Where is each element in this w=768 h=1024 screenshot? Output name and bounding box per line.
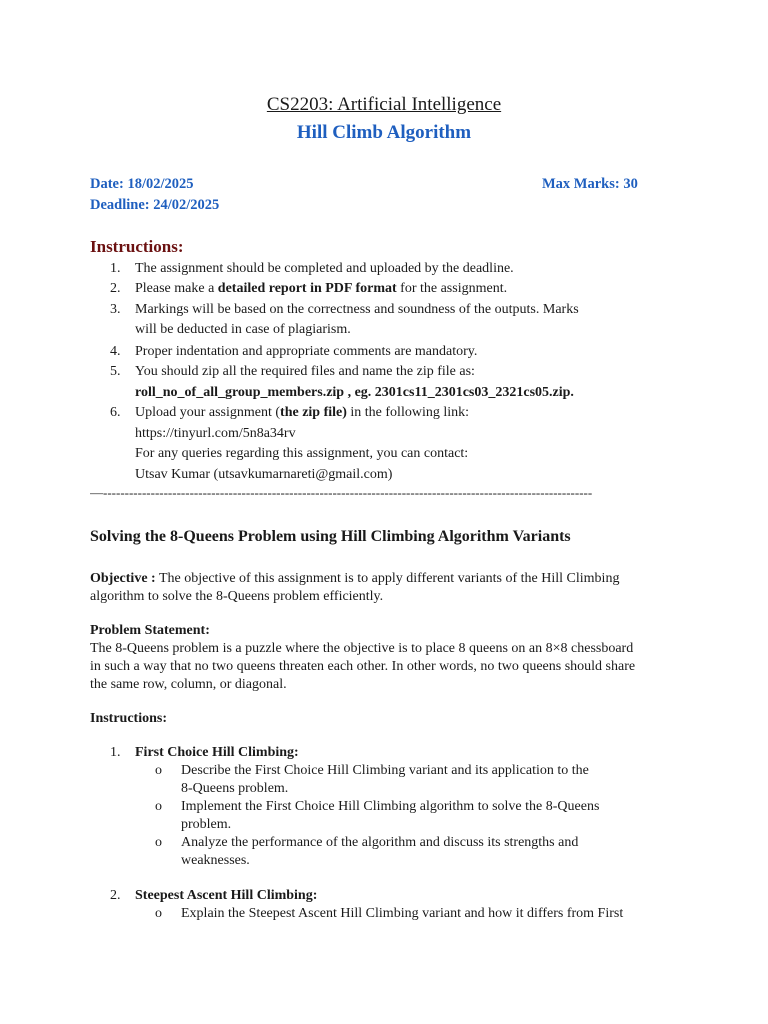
instructions-heading: Instructions: [90,237,184,256]
section-heading: Solving the 8-Queens Problem using Hill Climbing Algorithm Variants [90,528,571,545]
contact-person: Utsav Kumar (utsavkumarnareti@gmail.com) [135,467,393,482]
item-text: Please make a [135,281,218,296]
bullet-marker: o [155,906,162,921]
objective-text-2: algorithm to solve the 8-Queens problem efficiently. [90,589,384,604]
course-title: CS2203: Artificial Intelligence [266,94,502,115]
instruction-item [110,362,475,382]
contact-note: For any queries regarding this assignment, you can contact: [135,446,469,461]
instruction-item [110,259,514,279]
task-bullet-text: 8-Queens problem. [181,781,289,796]
item-number: 1. [110,261,121,276]
instruction-item [110,300,579,320]
item-text: You should zip all the required files and name the zip file as: [135,364,475,379]
item-bold-text: the zip file) [280,405,347,420]
problem-statement-label: Problem Statement: [90,623,210,638]
assignment-title: Hill Climb Algorithm [296,122,472,143]
task-bullet-text: Implement the First Choice Hill Climbing algorithm to solve the 8-Queens [181,799,600,814]
item-text: Upload your assignment ( [135,405,281,420]
date-label: Date: 18/02/2025 [90,176,194,192]
item-text: Proper indentation and appropriate comments are mandatory. [135,344,478,359]
instruction-item [110,342,477,362]
item-number: 6. [110,405,121,420]
objective-line [90,570,619,588]
task-item [110,886,317,906]
task-bullet-text: Analyze the performance of the algorithm and discuss its strengths and [181,835,579,850]
task-bullet-text: Explain the Steepest Ascent Hill Climbing variant and how it differs from First [181,906,624,921]
instruction-item [110,279,507,299]
problem-text-2: in such a way that no two queens threaten each other. In other words, no two queens should share [90,659,636,674]
problem-text-1: The 8-Queens problem is a puzzle where the objective is to place 8 queens on an 8×8 chessboard [90,641,634,656]
item-number: 2. [110,281,121,296]
problem-text-3: the same row, column, or diagonal. [90,677,287,692]
task-bullet-text: weaknesses. [181,853,250,868]
bullet-marker: o [155,763,162,778]
item-number: 4. [110,344,121,359]
instructions-subheading: Instructions: [90,711,168,726]
item-text: Markings will be based on the correctness and soundness of the outputs. Marks [135,302,579,317]
item-text: for the assignment. [396,281,508,296]
deadline-label: Deadline: 24/02/2025 [90,197,220,213]
item-bold-text: detailed report in PDF format [217,281,397,296]
bullet-marker: o [155,799,162,814]
max-marks-label: Max Marks: 30 [542,176,638,192]
objective-label: Objective : [90,571,156,586]
task-bullet-text: problem. [181,817,232,832]
bullet-marker: o [155,835,162,850]
task-number: 1. [110,745,121,760]
item-text: The assignment should be completed and uploaded by the deadline. [135,261,514,276]
item-continuation: will be deducted in case of plagiarism. [135,322,351,337]
instruction-item [110,403,469,423]
task-number: 2. [110,888,121,903]
item-text: in the following link: [346,405,470,420]
task-title: Steepest Ascent Hill Climbing: [135,888,318,903]
zip-name-format: roll_no_of_all_group_members.zip , eg. 2301cs11_2301cs03_2321cs05.zip. [135,385,574,400]
objective-text: The objective of this assignment is to apply different variants of the Hill Climbing [155,571,620,586]
task-title: First Choice Hill Climbing: [135,745,299,760]
upload-link[interactable]: https://tinyurl.com/5n8a34rv [135,426,296,441]
item-number: 3. [110,302,121,317]
item-number: 5. [110,364,121,379]
task-bullet-text: Describe the First Choice Hill Climbing variant and its application to the [181,763,589,778]
section-divider: —----------------------------------------------------------------------------------------------------------------- [90,485,593,500]
task-item [110,743,299,763]
